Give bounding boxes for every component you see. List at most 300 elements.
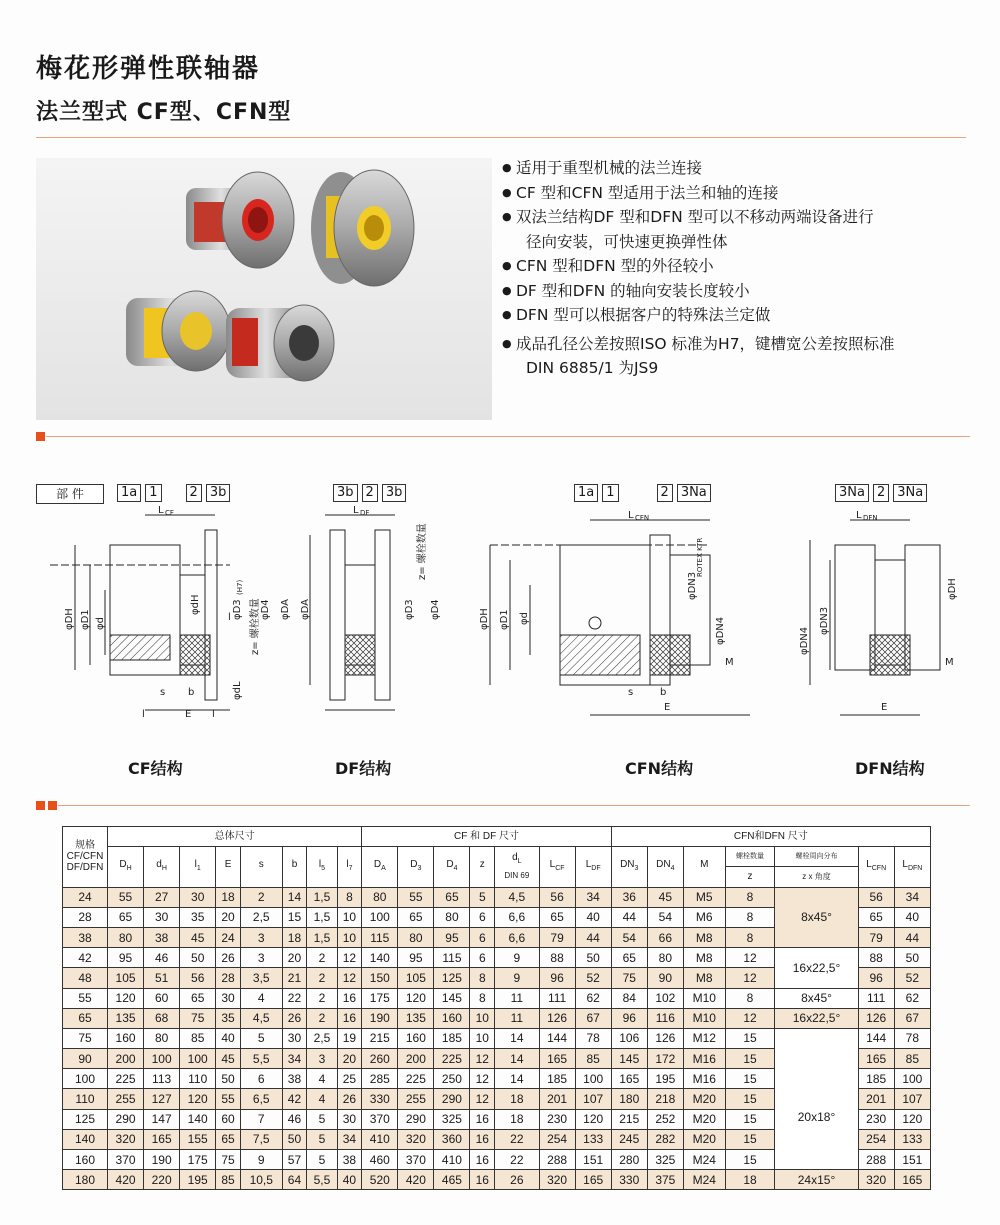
table-cell: 78 bbox=[894, 1028, 930, 1048]
column-header: $l_1$ bbox=[180, 847, 216, 887]
feature-item: ● DF 型和DFN 的轴向安装长度较小 bbox=[502, 279, 982, 304]
table-cell: 100 bbox=[180, 1049, 216, 1069]
table-cell: 96 bbox=[858, 968, 894, 988]
table-cell: 90 bbox=[647, 968, 683, 988]
part-tag: 3b bbox=[333, 484, 358, 502]
table-cell: 175 bbox=[180, 1150, 216, 1170]
table-cell: 4 bbox=[307, 1069, 337, 1089]
column-header: $l_5$ bbox=[307, 847, 337, 887]
table-cell: 8 bbox=[470, 968, 495, 988]
table-row bbox=[63, 1170, 931, 1190]
part-tag: 2 bbox=[362, 484, 378, 502]
table-cell: 190 bbox=[144, 1150, 180, 1170]
feature-item: ● 成品孔径公差按照ISO 标准为H7，键槽宽公差按照标准 bbox=[502, 332, 982, 357]
table-cell: 165 bbox=[575, 1170, 611, 1190]
table-cell: 12 bbox=[725, 1008, 775, 1028]
table-cell: 36 bbox=[611, 887, 647, 907]
label-E-dfn: E bbox=[881, 702, 888, 713]
part-tag: 3b bbox=[206, 484, 231, 502]
table-cell: 6 bbox=[470, 907, 495, 927]
coupling-hub-red bbox=[226, 305, 334, 381]
table-cell: 230 bbox=[539, 1109, 575, 1129]
bullet-icon: ● bbox=[502, 259, 512, 272]
table-cell: 64 bbox=[282, 1170, 307, 1190]
label-lcfn-sub: CFN bbox=[635, 514, 650, 522]
table-cell: 20 bbox=[337, 1049, 362, 1069]
table-cell: 46 bbox=[144, 948, 180, 968]
column-header: M bbox=[683, 847, 725, 887]
table-cell: 282 bbox=[647, 1129, 683, 1149]
table-cell: 320 bbox=[539, 1170, 575, 1190]
table-cell: 9 bbox=[495, 968, 539, 988]
table-cell: 15 bbox=[282, 907, 307, 927]
group-cfn: CFN和DFN 尺寸 bbox=[611, 827, 930, 847]
table-cell: 79 bbox=[858, 927, 894, 947]
table-cell: M20 bbox=[683, 1089, 725, 1109]
part-tag: 3Na bbox=[835, 484, 869, 502]
table-cell: 465 bbox=[434, 1170, 470, 1190]
table-cell: 79 bbox=[539, 927, 575, 947]
group-overall: 总体尺寸 bbox=[108, 827, 362, 847]
label-D1: φD1 bbox=[80, 609, 91, 630]
part-tag: 3Na bbox=[893, 484, 927, 502]
table-cell: M16 bbox=[683, 1049, 725, 1069]
table-cell: M20 bbox=[683, 1109, 725, 1129]
table-cell: 105 bbox=[398, 968, 434, 988]
column-header: $L_{DF}$ bbox=[575, 847, 611, 887]
table-cell: 55 bbox=[108, 887, 144, 907]
label-l7: l bbox=[212, 709, 215, 720]
section-divider bbox=[58, 805, 970, 806]
table-cell: 165 bbox=[144, 1129, 180, 1149]
column-header: $L_{DFN}$ bbox=[894, 847, 930, 887]
table-cell: 150 bbox=[362, 968, 398, 988]
column-header: $DN_3$ bbox=[611, 847, 647, 887]
table-cell: 225 bbox=[398, 1069, 434, 1089]
label-E: E bbox=[185, 709, 192, 720]
table-cell: 12 bbox=[337, 968, 362, 988]
table-cell: 2,5 bbox=[307, 1028, 337, 1048]
table-cell: 10 bbox=[337, 927, 362, 947]
label-l5: l bbox=[228, 612, 231, 623]
table-cell: 80 bbox=[108, 927, 144, 947]
table-cell: 56 bbox=[539, 887, 575, 907]
table-cell: 46 bbox=[282, 1109, 307, 1129]
table-cell: 288 bbox=[539, 1150, 575, 1170]
coupling-cfn-yellow bbox=[311, 170, 414, 286]
table-cell: 113 bbox=[144, 1069, 180, 1089]
table-cell: 30 bbox=[180, 887, 216, 907]
label-dl: φdL bbox=[232, 681, 243, 700]
table-cell: 55 bbox=[398, 887, 434, 907]
table-cell: 4 bbox=[307, 1089, 337, 1109]
label-b-cfn: b bbox=[660, 687, 667, 698]
table-cell: 180 bbox=[63, 1170, 108, 1190]
cf-drawing bbox=[50, 515, 230, 710]
table-cell: 56 bbox=[180, 968, 216, 988]
table-cell: 34 bbox=[894, 887, 930, 907]
table-cell: 38 bbox=[337, 1150, 362, 1170]
table-cell: M8 bbox=[683, 968, 725, 988]
table-cell: 2 bbox=[307, 1008, 337, 1028]
table-cell: 8 bbox=[725, 988, 775, 1008]
table-cell: 100 bbox=[894, 1069, 930, 1089]
table-cell: 2 bbox=[307, 988, 337, 1008]
table-cell: 20 bbox=[216, 907, 241, 927]
bullet-icon: ● bbox=[502, 185, 512, 199]
table-cell: 21 bbox=[282, 968, 307, 988]
table-cell: 38 bbox=[63, 927, 108, 947]
table-cell-distribution: 16x22,5° bbox=[775, 948, 858, 988]
table-cell: 14 bbox=[495, 1069, 539, 1089]
label-d: φd bbox=[95, 617, 106, 630]
table-cell: 80 bbox=[398, 927, 434, 947]
label-z-df: z= 螺栓数量 bbox=[417, 523, 428, 580]
table-cell: 140 bbox=[362, 948, 398, 968]
table-cell: M10 bbox=[683, 988, 725, 1008]
caption-df: DF结构 bbox=[335, 759, 392, 778]
column-header: s bbox=[240, 847, 282, 887]
table-cell: 230 bbox=[858, 1109, 894, 1129]
table-cell: 2 bbox=[307, 968, 337, 988]
table-cell: 38 bbox=[282, 1069, 307, 1089]
table-cell: 50 bbox=[180, 948, 216, 968]
table-cell: 100 bbox=[63, 1069, 108, 1089]
table-cell: 100 bbox=[362, 907, 398, 927]
table-cell: 155 bbox=[180, 1129, 216, 1149]
table-cell: 370 bbox=[398, 1150, 434, 1170]
table-cell: 60 bbox=[216, 1109, 241, 1129]
label-DN3-dfn: φDN3 bbox=[819, 606, 830, 635]
table-cell: 12 bbox=[470, 1089, 495, 1109]
table-cell: 165 bbox=[611, 1069, 647, 1089]
table-cell: 165 bbox=[894, 1170, 930, 1190]
table-cell-distribution: 24x15° bbox=[775, 1170, 858, 1190]
label-s: s bbox=[160, 687, 166, 698]
table-cell: 160 bbox=[108, 1028, 144, 1048]
table-cell: 5 bbox=[240, 1028, 282, 1048]
table-cell: 285 bbox=[362, 1069, 398, 1089]
table-cell: 56 bbox=[858, 887, 894, 907]
part-tag: 1a bbox=[117, 484, 141, 502]
section-marker-icon bbox=[36, 801, 45, 810]
table-cell: 45 bbox=[216, 1049, 241, 1069]
table-cell: 80 bbox=[144, 1028, 180, 1048]
table-cell: 85 bbox=[575, 1049, 611, 1069]
label-D4: φD4 bbox=[260, 599, 271, 620]
table-cell: 120 bbox=[180, 1089, 216, 1109]
table-cell: 320 bbox=[108, 1129, 144, 1149]
table-cell: 66 bbox=[647, 927, 683, 947]
label-l1: l bbox=[142, 709, 145, 720]
table-cell: 147 bbox=[144, 1109, 180, 1129]
part-tag: 1 bbox=[602, 484, 618, 502]
table-cell: 252 bbox=[647, 1109, 683, 1129]
table-cell: 140 bbox=[63, 1129, 108, 1149]
label-d-cfn: φd bbox=[519, 612, 530, 625]
table-cell: 151 bbox=[894, 1150, 930, 1170]
column-header: $L_{CFN}$ bbox=[858, 847, 894, 887]
table-cell: 12 bbox=[470, 1069, 495, 1089]
table-cell: 25 bbox=[337, 1069, 362, 1089]
table-cell: 160 bbox=[434, 1008, 470, 1028]
table-cell: 201 bbox=[539, 1089, 575, 1109]
table-cell: 75 bbox=[63, 1028, 108, 1048]
page-subtitle: 法兰型式 CF型、CFN型 bbox=[36, 100, 292, 125]
table-cell: 172 bbox=[647, 1049, 683, 1069]
table-cell: 330 bbox=[611, 1170, 647, 1190]
part-tag: 3Na bbox=[677, 484, 711, 502]
table-cell: 520 bbox=[362, 1170, 398, 1190]
table-cell: 165 bbox=[539, 1049, 575, 1069]
table-cell: 8 bbox=[725, 887, 775, 907]
table-cell: 160 bbox=[63, 1150, 108, 1170]
table-cell: 18 bbox=[495, 1089, 539, 1109]
table-cell: 48 bbox=[63, 968, 108, 988]
spec-table bbox=[62, 826, 931, 1190]
column-header: $DN_4$ bbox=[647, 847, 683, 887]
table-cell: 95 bbox=[398, 948, 434, 968]
column-header: $d_L$ DIN 69 bbox=[495, 847, 539, 887]
table-cell: 325 bbox=[647, 1150, 683, 1170]
table-cell: 19 bbox=[337, 1028, 362, 1048]
table-cell: 254 bbox=[539, 1129, 575, 1149]
table-cell: 16 bbox=[337, 988, 362, 1008]
table-cell: 185 bbox=[434, 1028, 470, 1048]
table-cell: 12 bbox=[337, 948, 362, 968]
table-cell: 5 bbox=[307, 1129, 337, 1149]
parts-label: 部 件 bbox=[36, 484, 104, 504]
table-cell: 15 bbox=[725, 1150, 775, 1170]
label-D4-df: φD4 bbox=[430, 599, 441, 620]
table-cell: 60 bbox=[144, 988, 180, 1008]
table-cell: 54 bbox=[647, 907, 683, 927]
product-photo bbox=[36, 158, 492, 420]
table-cell: 325 bbox=[434, 1109, 470, 1129]
table-cell: 54 bbox=[611, 927, 647, 947]
table-cell: 34 bbox=[337, 1129, 362, 1149]
table-cell: 370 bbox=[362, 1109, 398, 1129]
table-cell: 2 bbox=[307, 948, 337, 968]
table-cell: 375 bbox=[647, 1170, 683, 1190]
table-cell: 102 bbox=[647, 988, 683, 1008]
table-cell: 22 bbox=[495, 1129, 539, 1149]
table-cell: 40 bbox=[337, 1170, 362, 1190]
table-cell: 111 bbox=[858, 988, 894, 1008]
feature-item: ● DFN 型可以根据客户的特殊法兰定做 bbox=[502, 303, 982, 328]
table-cell: 40 bbox=[575, 907, 611, 927]
table-cell: 420 bbox=[108, 1170, 144, 1190]
table-cell: 15 bbox=[725, 1069, 775, 1089]
part-tags-dfn bbox=[835, 484, 931, 502]
table-cell: 40 bbox=[894, 907, 930, 927]
table-cell: 28 bbox=[216, 968, 241, 988]
table-cell: 120 bbox=[575, 1109, 611, 1129]
label-lcf: L bbox=[158, 505, 164, 516]
table-cell: 85 bbox=[180, 1028, 216, 1048]
table-cell: 22 bbox=[282, 988, 307, 1008]
table-cell: 320 bbox=[398, 1129, 434, 1149]
table-cell: 10 bbox=[470, 1008, 495, 1028]
table-cell: 200 bbox=[108, 1049, 144, 1069]
table-cell: 107 bbox=[894, 1089, 930, 1109]
table-cell: M10 bbox=[683, 1008, 725, 1028]
label-DA: φDA bbox=[280, 599, 291, 620]
table-row bbox=[63, 1008, 931, 1028]
table-cell: 85 bbox=[216, 1170, 241, 1190]
table-cell: 12 bbox=[725, 968, 775, 988]
group-cfdf: CF 和 DF 尺寸 bbox=[362, 827, 611, 847]
column-header: $D_3$ bbox=[398, 847, 434, 887]
label-D3: φD3 bbox=[232, 599, 243, 620]
table-cell: 80 bbox=[434, 907, 470, 927]
table-cell: 8 bbox=[470, 988, 495, 1008]
table-cell-distribution: 8x45° bbox=[775, 887, 858, 948]
table-cell: 14 bbox=[495, 1049, 539, 1069]
caption-cfn: CFN结构 bbox=[625, 759, 694, 778]
column-header: $l_7$ bbox=[337, 847, 362, 887]
table-cell: 80 bbox=[647, 948, 683, 968]
table-cell: M16 bbox=[683, 1069, 725, 1089]
table-cell: 120 bbox=[398, 988, 434, 1008]
table-cell: 5 bbox=[307, 1109, 337, 1129]
table-cell: 1,5 bbox=[307, 887, 337, 907]
table-cell: 8 bbox=[725, 927, 775, 947]
table-cell: 1,5 bbox=[307, 907, 337, 927]
table-cell: 26 bbox=[216, 948, 241, 968]
label-D3-df: φD3 bbox=[404, 599, 415, 620]
table-cell: 145 bbox=[611, 1049, 647, 1069]
coupling-photo-illustration bbox=[36, 158, 492, 420]
table-cell: 175 bbox=[362, 988, 398, 1008]
table-cell: 18 bbox=[495, 1109, 539, 1129]
part-tag: 1a bbox=[574, 484, 598, 502]
table-cell: 185 bbox=[858, 1069, 894, 1089]
part-tag: 2 bbox=[873, 484, 889, 502]
table-cell: 135 bbox=[398, 1008, 434, 1028]
table-cell: 65 bbox=[858, 907, 894, 927]
table-cell: 260 bbox=[362, 1049, 398, 1069]
label-ldf-sub: DF bbox=[360, 509, 370, 517]
table-cell: 26 bbox=[337, 1089, 362, 1109]
table-cell: 135 bbox=[108, 1008, 144, 1028]
table-cell: 370 bbox=[108, 1150, 144, 1170]
label-DN4: φDN4 bbox=[715, 616, 726, 645]
bullet-icon: ● bbox=[502, 283, 512, 297]
table-cell: 15 bbox=[725, 1109, 775, 1129]
bullet-icon: ● bbox=[502, 308, 512, 321]
label-DA-df: φDA bbox=[300, 599, 311, 620]
table-cell: 65 bbox=[434, 887, 470, 907]
table-cell: 320 bbox=[858, 1170, 894, 1190]
caption-dfn: DFN结构 bbox=[855, 759, 925, 778]
table-cell: 116 bbox=[647, 1008, 683, 1028]
table-cell: 180 bbox=[611, 1089, 647, 1109]
table-cell: 15 bbox=[725, 1089, 775, 1109]
table-cell: 65 bbox=[611, 948, 647, 968]
table-cell: 290 bbox=[398, 1109, 434, 1129]
column-header: E bbox=[216, 847, 241, 887]
part-tags-cf bbox=[117, 484, 234, 502]
table-cell: 62 bbox=[894, 988, 930, 1008]
label-ldf: L bbox=[353, 505, 359, 516]
table-cell: 44 bbox=[611, 907, 647, 927]
label-D1-cfn: φD1 bbox=[499, 609, 510, 630]
table-cell: 460 bbox=[362, 1150, 398, 1170]
table-cell: 115 bbox=[434, 948, 470, 968]
table-cell: 65 bbox=[108, 907, 144, 927]
table-cell: 45 bbox=[180, 927, 216, 947]
table-cell: 16 bbox=[470, 1109, 495, 1129]
table-cell: 55 bbox=[216, 1089, 241, 1109]
table-cell: 6,5 bbox=[240, 1089, 282, 1109]
table-cell: 35 bbox=[180, 907, 216, 927]
column-header: $L_{CF}$ bbox=[539, 847, 575, 887]
table-cell: 12 bbox=[725, 948, 775, 968]
table-cell: 201 bbox=[858, 1089, 894, 1109]
table-cell: 255 bbox=[108, 1089, 144, 1109]
table-cell: 107 bbox=[575, 1089, 611, 1109]
table-cell: 9 bbox=[495, 948, 539, 968]
table-cell: 115 bbox=[362, 927, 398, 947]
table-cell: 110 bbox=[63, 1089, 108, 1109]
table-cell: 44 bbox=[894, 927, 930, 947]
table-cell: 16 bbox=[470, 1170, 495, 1190]
table-cell: 165 bbox=[858, 1049, 894, 1069]
table-cell: 290 bbox=[434, 1089, 470, 1109]
feature-item-continuation: 径向安装，可快速更换弹性体 bbox=[526, 232, 728, 251]
table-cell: 125 bbox=[63, 1109, 108, 1129]
caption-cf: CF结构 bbox=[128, 759, 183, 778]
table-cell: 16 bbox=[470, 1129, 495, 1149]
table-cell: 85 bbox=[894, 1049, 930, 1069]
table-cell: 42 bbox=[282, 1089, 307, 1109]
part-tag: 1 bbox=[145, 484, 161, 502]
table-cell: 6 bbox=[240, 1069, 282, 1089]
table-cell: 14 bbox=[282, 887, 307, 907]
table-cell: 133 bbox=[575, 1129, 611, 1149]
table-cell: 96 bbox=[539, 968, 575, 988]
table-cell-distribution: 20x18° bbox=[775, 1028, 858, 1169]
table-cell: 1,5 bbox=[307, 927, 337, 947]
table-cell: 15 bbox=[725, 1129, 775, 1149]
table-cell: 126 bbox=[858, 1008, 894, 1028]
table-cell: 62 bbox=[575, 988, 611, 1008]
table-cell: 245 bbox=[611, 1129, 647, 1149]
spec-header: 规格 CF/CFN DF/DFN bbox=[63, 827, 108, 888]
section-divider bbox=[46, 436, 970, 437]
table-cell: 26 bbox=[282, 1008, 307, 1028]
table-cell: 290 bbox=[108, 1109, 144, 1129]
table-cell: 27 bbox=[144, 887, 180, 907]
table-cell: 34 bbox=[575, 887, 611, 907]
table-cell: 50 bbox=[216, 1069, 241, 1089]
table-cell: 40 bbox=[216, 1028, 241, 1048]
table-cell: 225 bbox=[108, 1069, 144, 1089]
table-cell: 120 bbox=[108, 988, 144, 1008]
table-cell: M8 bbox=[683, 948, 725, 968]
table-cell: 3,5 bbox=[240, 968, 282, 988]
table-cell: 42 bbox=[63, 948, 108, 968]
table-cell: 5,5 bbox=[240, 1049, 282, 1069]
table-row bbox=[63, 1028, 931, 1048]
table-cell: 190 bbox=[362, 1008, 398, 1028]
table-cell: 38 bbox=[144, 927, 180, 947]
table-cell: 200 bbox=[398, 1049, 434, 1069]
section-marker-icon bbox=[36, 432, 45, 441]
table-cell: 51 bbox=[144, 968, 180, 988]
table-cell: 6,6 bbox=[495, 927, 539, 947]
